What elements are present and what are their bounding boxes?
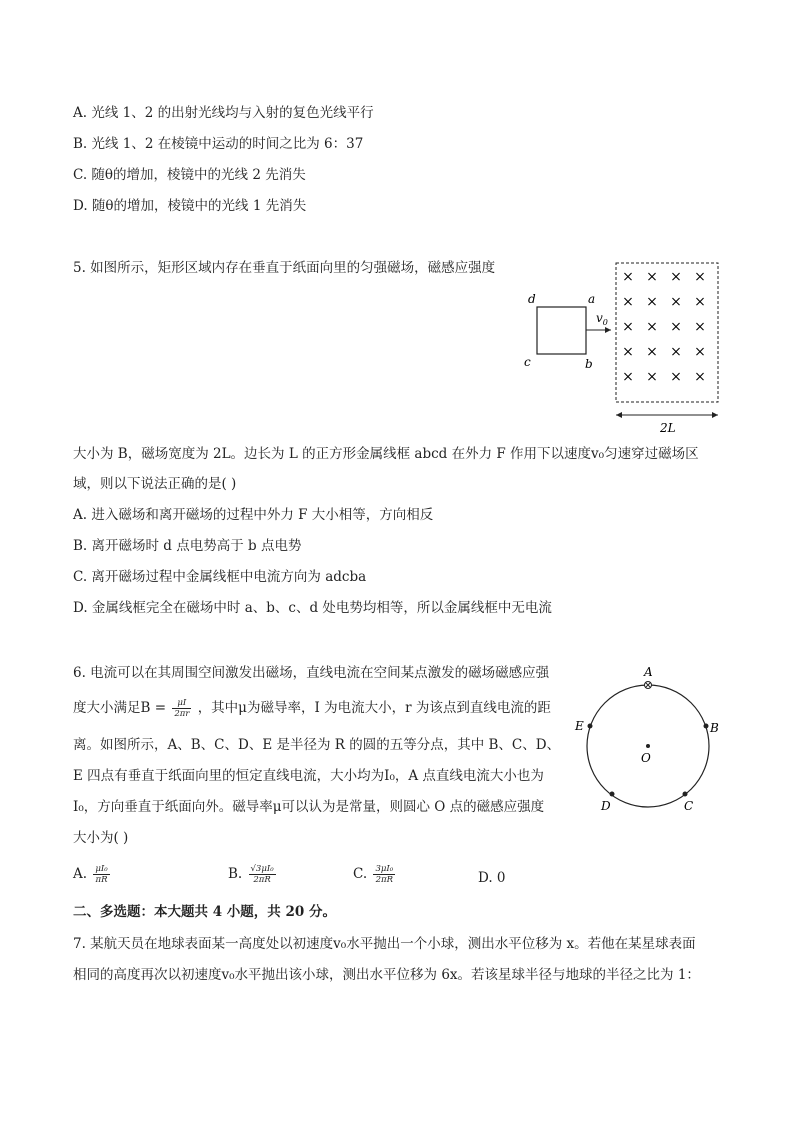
- q5-stem-line3: 域，则以下说法正确的是( ): [73, 476, 237, 492]
- q6-stem-line1: 6. 电流可以在其周围空间激发出磁场，直线电流在空间某点激发的磁场磁感应强: [73, 665, 550, 681]
- q5-label-d: d: [528, 292, 536, 306]
- q6-point-b: [704, 724, 709, 729]
- q5-label-v0: $v_0$: [596, 311, 608, 327]
- field-mark: ×: [670, 319, 682, 335]
- q6-stem-line5: I₀，方向垂直于纸面向外。磁导率μ可以认为是常量，则圆心 O 点的磁感应强度: [73, 799, 545, 815]
- field-mark: ×: [646, 294, 658, 310]
- field-mark: ×: [670, 369, 682, 385]
- q6-point-e: [588, 724, 593, 729]
- q5-stem-line2: 大小为 B，磁场宽度为 2L。边长为 L 的正方形金属线框 abcd 在外力 F 作用下以速度v₀匀速穿过磁场区: [73, 446, 699, 462]
- q6-label-c: C: [684, 799, 694, 813]
- q5-option-d: D. 金属线框完全在磁场中时 a、b、c、d 处电势均相等，所以金属线框中无电流: [73, 600, 552, 616]
- field-mark: ×: [622, 369, 634, 385]
- field-mark: ×: [646, 344, 658, 360]
- field-mark: ×: [694, 369, 706, 385]
- q6-formula-num: μI: [172, 698, 191, 709]
- q6-option-a: A. $\frac{\text{μI₀}}{\pi R}$: [73, 864, 108, 885]
- q5-option-b: B. 离开磁场时 d 点电势高于 b 点电势: [73, 538, 302, 554]
- q5-option-c: C. 离开磁场过程中金属线框中电流方向为 adcba: [73, 569, 367, 585]
- q6-point-c: [683, 792, 688, 797]
- q4-option-d: D. 随θ的增加，棱镜中的光线 1 先消失: [73, 198, 307, 214]
- q4-option-c: C. 随θ的增加，棱镜中的光线 2 先消失: [73, 167, 306, 183]
- section2-heading: 二、多选题：本大题共 4 小题，共 20 分。: [73, 904, 336, 920]
- q6-formula-den: 2πr: [174, 709, 190, 719]
- q6-stem-line6: 大小为( ): [73, 830, 129, 846]
- q6-stem-line4: E 四点有垂直于纸面向里的恒定直线电流，大小均为I₀，A 点直线电流大小也为: [73, 768, 544, 784]
- field-mark: ×: [646, 319, 658, 335]
- q6-label-o: O: [641, 751, 651, 765]
- field-mark: ×: [670, 269, 682, 285]
- q5-width-arrowhead-left: [616, 412, 622, 418]
- q6-point-o: [646, 744, 650, 748]
- q6-label-d: D: [601, 799, 611, 813]
- q5-stem-line1: 5. 如图所示，矩形区域内存在垂直于纸面向里的匀强磁场，磁感应强度: [73, 260, 496, 276]
- q5-label-b: b: [585, 357, 593, 371]
- q6-label-e: E: [575, 719, 584, 733]
- q7-stem-line1: 7. 某航天员在地球表面某一高度处以初速度v₀水平抛出一个小球，测出水平位移为 x。若他在某星球表面: [73, 936, 696, 952]
- field-mark: ×: [694, 294, 706, 310]
- q6-stem-line2-a: 度大小满足B =: [73, 700, 167, 716]
- q6-option-d: D. 0: [478, 870, 506, 886]
- q5-velocity-arrowhead: [605, 327, 611, 333]
- q6-option-c: C. $\frac{\text{3μI₀}}{2\pi R}$: [353, 864, 394, 885]
- field-mark: ×: [622, 294, 634, 310]
- q5-label-width: 2L: [660, 421, 676, 435]
- field-mark: ×: [646, 269, 658, 285]
- q4-option-a: A. 光线 1、2 的出射光线均与入射的复色光线平行: [73, 105, 374, 121]
- q5-option-a: A. 进入磁场和离开磁场的过程中外力 F 大小相等，方向相反: [73, 507, 434, 523]
- field-mark: ×: [694, 344, 706, 360]
- q5-label-a: a: [588, 292, 596, 306]
- q5-square-loop: [537, 307, 586, 354]
- q6-label-b: B: [710, 721, 719, 735]
- q7-stem-line2: 相同的高度再次以初速度v₀水平抛出该小球，测出水平位移为 6x。若该星球半径与地球的半径之比为 1：: [73, 967, 700, 983]
- q6-stem-line3: 离。如图所示，A、B、C、D、E 是半径为 R 的圆的五等分点，其中 B、C、D、: [73, 737, 561, 753]
- q6-stem-line2: [73, 698, 551, 719]
- q6-stem-line2-b: ，其中μ为磁导率，I 为电流大小，r 为该点到直线电流的距: [197, 700, 551, 716]
- q6-figure: [570, 662, 730, 822]
- q6-formula: [172, 698, 191, 719]
- q5-label-c: c: [524, 355, 531, 369]
- q5-width-arrowhead-right: [712, 412, 718, 418]
- q6-label-a: A: [644, 665, 653, 679]
- field-mark: ×: [622, 344, 634, 360]
- field-mark: ×: [646, 369, 658, 385]
- field-mark: ×: [670, 344, 682, 360]
- q5-field-marks: [622, 269, 706, 385]
- q5-figure: [500, 258, 730, 438]
- field-mark: ×: [694, 269, 706, 285]
- field-mark: ×: [670, 294, 682, 310]
- field-mark: ×: [622, 269, 634, 285]
- q6-point-d: [610, 792, 615, 797]
- q6-option-b: B. $\frac{\text{√3μI₀}}{2\pi R}$: [228, 864, 274, 885]
- field-mark: ×: [694, 319, 706, 335]
- q4-option-b: B. 光线 1、2 在棱镜中运动的时间之比为 6：37: [73, 136, 364, 152]
- field-mark: ×: [622, 319, 634, 335]
